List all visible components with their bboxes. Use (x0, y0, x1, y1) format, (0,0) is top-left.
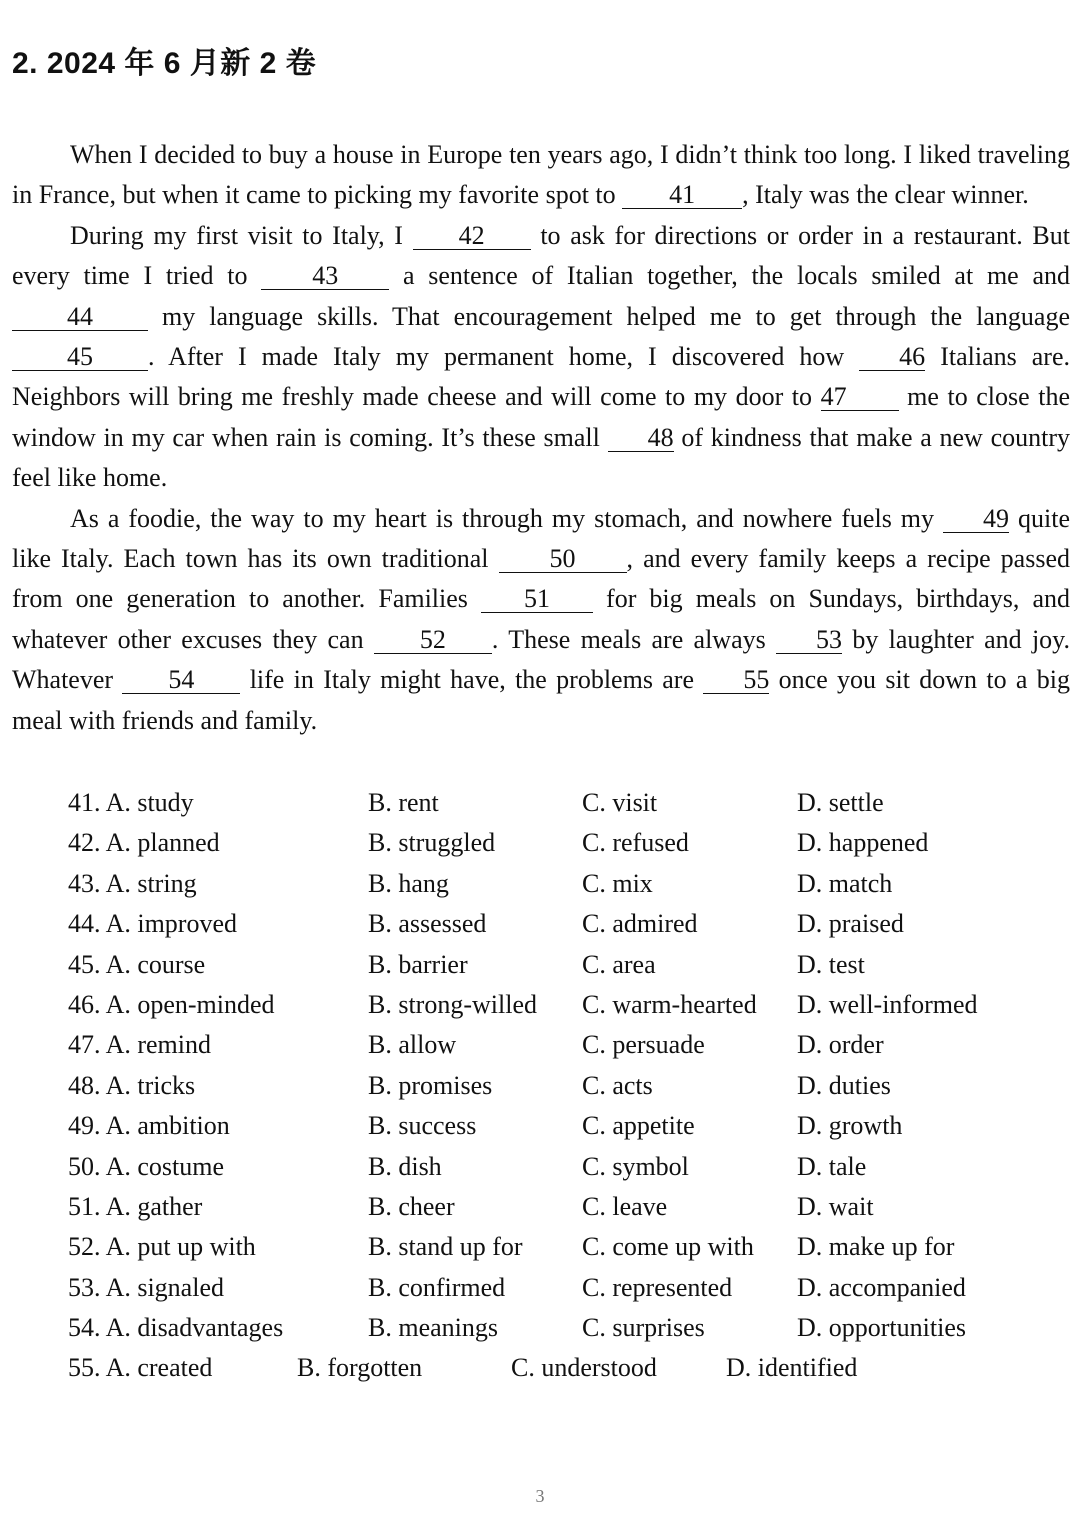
option-a: 54. A. disadvantages (68, 1313, 284, 1343)
option-c: C. leave (582, 1191, 668, 1221)
option-c: C. refused (582, 828, 689, 858)
passage-text: . After I made Italy my permanent home, I discovered how (148, 342, 860, 372)
option-row-51 (68, 1187, 1068, 1227)
option-d: D. test (797, 949, 865, 979)
passage-text: Italians are. Neighbors will bring me freshly made cheese and will come to my door to (12, 342, 1071, 412)
blank-41: 41 (622, 182, 742, 209)
option-row-45 (68, 945, 1068, 985)
blank-50: 50 (499, 546, 627, 573)
option-d: D. happened (797, 828, 929, 858)
option-c: C. surprises (582, 1313, 705, 1343)
option-a: 47. A. remind (68, 1030, 211, 1060)
paragraph-3 (12, 499, 1070, 741)
option-row-54 (68, 1308, 1068, 1348)
option-b: B. meanings (368, 1313, 498, 1343)
option-d: D. accompanied (797, 1272, 966, 1302)
option-c: C. admired (582, 909, 698, 939)
option-c: C. mix (582, 868, 653, 898)
option-row-50 (68, 1147, 1068, 1187)
option-c: C. understood (511, 1353, 657, 1383)
option-a: 52. A. put up with (68, 1232, 256, 1262)
option-row-53 (68, 1268, 1068, 1308)
option-row-48 (68, 1066, 1068, 1106)
option-row-41 (68, 783, 1068, 823)
option-a: 45. A. course (68, 949, 206, 979)
passage-text: , and every family keeps a recipe passed from one generation to another. Families (12, 544, 1070, 614)
cloze-passage (12, 135, 1070, 741)
blank-52: 52 (374, 627, 492, 654)
option-c: C. represented (582, 1272, 733, 1302)
passage-text: me to close the window in my car when rain is coming. It’s these small (12, 382, 1070, 452)
option-c: C. come up with (582, 1232, 754, 1262)
option-c: C. warm-hearted (582, 989, 757, 1019)
option-a: 48. A. tricks (68, 1070, 196, 1100)
option-b: B. hang (368, 868, 449, 898)
blank-45: 45 (12, 344, 148, 371)
option-a: 50. A. costume (68, 1151, 224, 1181)
blank-49: 49 (943, 506, 1009, 533)
page-number: 3 (535, 1486, 545, 1506)
option-b: B. strong-willed (368, 989, 537, 1019)
option-d: D. well-informed (797, 989, 978, 1019)
option-b: B. dish (368, 1151, 442, 1181)
option-row-47 (68, 1025, 1068, 1065)
option-c: C. persuade (582, 1030, 705, 1060)
blank-46: 46 (859, 344, 925, 371)
option-row-42 (68, 823, 1068, 863)
option-row-52 (68, 1227, 1068, 1267)
passage-text: a sentence of Italian together, the locals smiled at me and (389, 261, 1070, 291)
option-d: D. make up for (797, 1232, 955, 1262)
option-c: C. appetite (582, 1111, 695, 1141)
option-c: C. symbol (582, 1151, 689, 1181)
blank-48: 48 (608, 425, 674, 452)
option-d: D. settle (797, 788, 884, 817)
blank-42: 42 (413, 223, 531, 250)
option-row-44 (68, 904, 1068, 944)
passage-text: for big meals on Sundays, birthdays, and whatever other excuses they can (12, 584, 1071, 654)
passage-text: quite like Italy. Each town has its own traditional (12, 503, 1070, 574)
option-d: D. order (797, 1030, 884, 1060)
option-d: D. identified (726, 1353, 858, 1383)
passage-text: to ask for directions or order in a restaurant. But every time I tried to (12, 220, 1070, 291)
option-b: B. cheer (368, 1191, 455, 1221)
option-row-46 (68, 985, 1068, 1025)
passage-text: . These meals are always (491, 624, 777, 654)
option-d: D. praised (797, 909, 904, 939)
option-c: C. visit (582, 788, 658, 817)
option-c: C. acts (582, 1070, 653, 1100)
option-b: B. success (368, 1111, 477, 1141)
option-row-55 (68, 1348, 1068, 1388)
passage-text: , Italy was the clear winner. (742, 180, 1029, 210)
blank-51: 51 (481, 586, 593, 613)
option-a: 42. A. planned (68, 828, 220, 858)
blank-47: 47 (821, 384, 899, 411)
option-a: 44. A. improved (68, 909, 237, 939)
paragraph-1 (12, 135, 1070, 216)
option-d: D. duties (797, 1070, 891, 1100)
option-b: B. confirmed (368, 1272, 506, 1302)
option-b: B. struggled (368, 828, 496, 858)
option-a: 43. A. string (68, 868, 197, 898)
passage-text: During my first visit to Italy, I (70, 220, 413, 250)
passage-text: my language skills. That encouragement helped me to get through the language (148, 301, 1070, 331)
option-a: 49. A. ambition (68, 1111, 230, 1141)
option-d: D. opportunities (797, 1313, 966, 1343)
option-d: D. tale (797, 1151, 867, 1181)
blank-54: 54 (122, 667, 240, 694)
option-b: B. allow (368, 1030, 457, 1060)
option-c: C. area (582, 949, 656, 979)
option-b: B. barrier (368, 949, 468, 979)
paragraph-2 (12, 216, 1070, 499)
passage-text: When I decided to buy a house in Europe ten years ago, I didn’t think too long. I liked traveling in France, but when it came to picking my favorite spot to (12, 140, 1070, 210)
option-b: B. rent (368, 788, 439, 817)
option-d: D. match (797, 868, 893, 898)
blank-43: 43 (261, 263, 389, 290)
option-row-49 (68, 1106, 1068, 1146)
blank-53: 53 (776, 627, 842, 654)
passage-text: of kindness that make a new country feel like home. (12, 422, 1070, 493)
option-row-43 (68, 864, 1068, 904)
option-b: B. promises (368, 1070, 493, 1100)
option-a: 46. A. open-minded (68, 989, 275, 1019)
option-a: 55. A. created (68, 1353, 213, 1383)
passage-text: As a foodie, the way to my heart is through my stomach, and nowhere fuels my (70, 503, 944, 533)
passage-text: by laughter and joy. Whatever (12, 624, 1070, 695)
answer-options (68, 783, 1068, 1389)
blank-44: 44 (12, 304, 148, 331)
passage-text: once you sit down to a big meal with friends and family. (12, 665, 1071, 735)
option-a: 41. A. study (68, 788, 194, 817)
section-heading: 2. 2024 年 6 月新 2 卷 (12, 47, 317, 80)
blank-55: 55 (703, 667, 769, 694)
option-b: B. forgotten (297, 1353, 423, 1383)
passage-text: life in Italy might have, the problems are (240, 665, 704, 695)
option-b: B. assessed (368, 909, 487, 939)
option-d: D. growth (797, 1111, 903, 1141)
option-d: D. wait (797, 1191, 874, 1221)
option-a: 51. A. gather (68, 1191, 203, 1221)
option-b: B. stand up for (368, 1232, 523, 1262)
option-a: 53. A. signaled (68, 1272, 224, 1302)
